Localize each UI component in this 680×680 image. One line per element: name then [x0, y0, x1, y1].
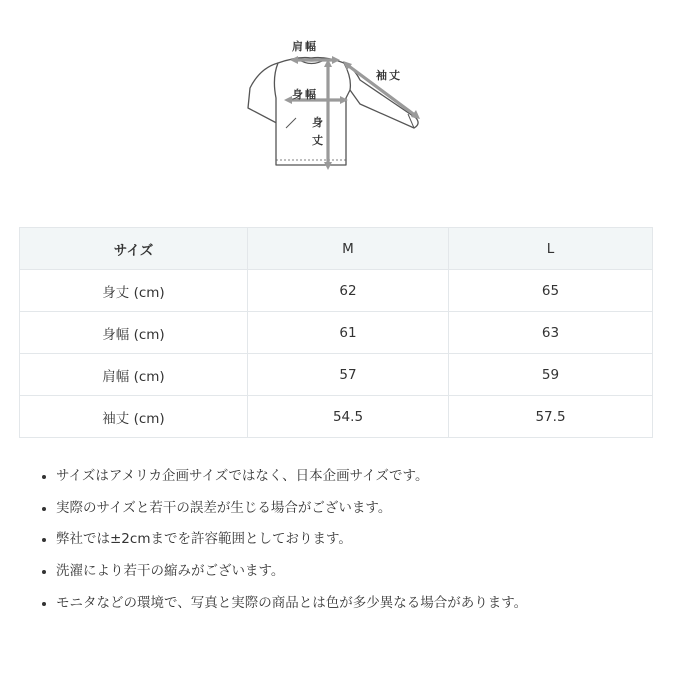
size-diagram — [236, 28, 436, 173]
label-body-length-2: 丈 — [312, 134, 325, 147]
list-item: • 弊社では±2cmまでを許容範囲としております。 — [56, 529, 658, 549]
header-l: L — [449, 228, 653, 270]
cell-l: 59 — [449, 354, 653, 396]
list-item: • 洗濯により若干の縮みがございます。 — [56, 561, 658, 581]
table-row — [20, 354, 653, 396]
header-m: M — [248, 228, 449, 270]
row-label: 袖丈 (cm) — [20, 396, 248, 438]
table-row — [20, 396, 653, 438]
label-body-length-1: 身 — [312, 116, 325, 129]
notes-list — [18, 466, 658, 624]
cell-m: 62 — [248, 270, 449, 312]
table-row — [20, 270, 653, 312]
row-label: 身丈 (cm) — [20, 270, 248, 312]
cell-m: 57 — [248, 354, 449, 396]
cell-m: 54.5 — [248, 396, 449, 438]
list-item: • 実際のサイズと若干の誤差が生じる場合がございます。 — [56, 498, 658, 518]
row-label: 身幅 (cm) — [20, 312, 248, 354]
table-row — [20, 312, 653, 354]
label-sleeve-length: 袖丈 — [376, 69, 402, 82]
header-size: サイズ — [20, 228, 248, 270]
cell-m: 61 — [248, 312, 449, 354]
cell-l: 57.5 — [449, 396, 653, 438]
list-item: • サイズはアメリカ企画サイズではなく、日本企画サイズです。 — [56, 466, 658, 486]
cell-l: 63 — [449, 312, 653, 354]
row-label: 肩幅 (cm) — [20, 354, 248, 396]
cell-l: 65 — [449, 270, 653, 312]
list-item: • モニタなどの環境で、写真と実際の商品とは色が多少異なる場合があります。 — [56, 593, 658, 613]
label-shoulder-width: 肩幅 — [292, 40, 318, 53]
table-header-row — [20, 228, 653, 270]
shirt-diagram-icon — [236, 28, 436, 173]
size-table — [19, 227, 653, 438]
label-body-width: 身幅 — [292, 88, 318, 101]
